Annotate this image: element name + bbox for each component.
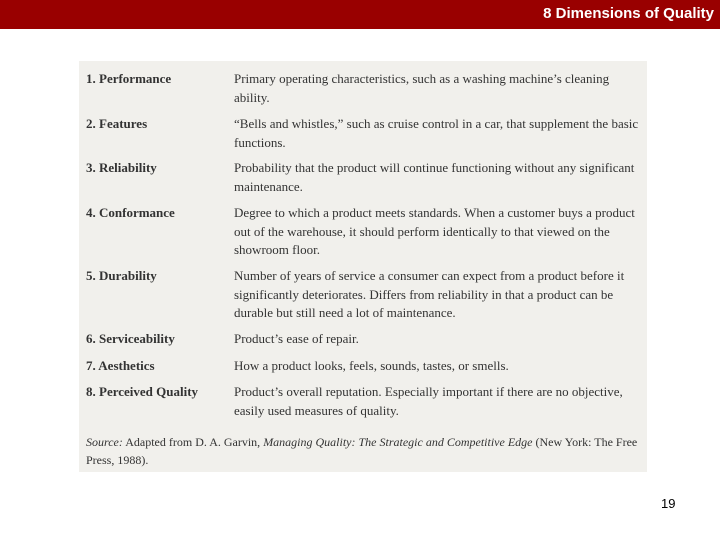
dimension-description: Product’s ease of repair.	[234, 331, 359, 346]
dimension-term: 4. Conformance	[86, 205, 175, 220]
title-bar	[0, 0, 720, 29]
dimension-term: 1. Performance	[86, 71, 172, 86]
source-label: Source:	[86, 435, 123, 449]
dimension-term: 8. Perceived Quality	[86, 384, 199, 399]
source-suffix: (New York: The Free Press, 1988).	[86, 435, 638, 467]
dimension-term: 5. Durability	[86, 268, 157, 283]
slide-title: 8 Dimensions of Quality	[543, 5, 714, 22]
dimensions-table	[79, 61, 647, 472]
dimension-description: Degree to which a product meets standards. When a customer buys a product out of the warehouse, it should perform identically to that viewed on the showroom floor.	[234, 205, 635, 257]
dimension-description: Product’s overall reputation. Especially important if there are no objective, easily used measures of quality.	[234, 384, 623, 418]
dimension-term: 2. Features	[86, 116, 148, 131]
dimension-term: 3. Reliability	[86, 160, 157, 175]
dimension-term: 6. Serviceability	[86, 331, 175, 346]
dimension-description: Number of years of service a consumer can expect from a product before it significantly deteriorates. Differs from reliability in that a product can be durable but still need a lot of maintenance.	[234, 268, 625, 320]
dimension-description: “Bells and whistles,” such as cruise control in a car, that supplement the basic functions.	[234, 116, 639, 150]
dimension-description: Probability that the product will continue functioning without any significant maintenance.	[234, 160, 635, 194]
page-number: 19	[661, 496, 676, 511]
source-book-title: Managing Quality: The Strategic and Competitive Edge	[263, 435, 533, 449]
dimension-term: 7. Aesthetics	[86, 358, 155, 373]
dimension-description: Primary operating characteristics, such as a washing machine’s cleaning ability.	[234, 71, 610, 105]
source-citation	[86, 433, 646, 469]
dimension-description: How a product looks, feels, sounds, tastes, or smells.	[234, 358, 509, 373]
source-prefix: Adapted from D. A. Garvin,	[122, 435, 264, 449]
